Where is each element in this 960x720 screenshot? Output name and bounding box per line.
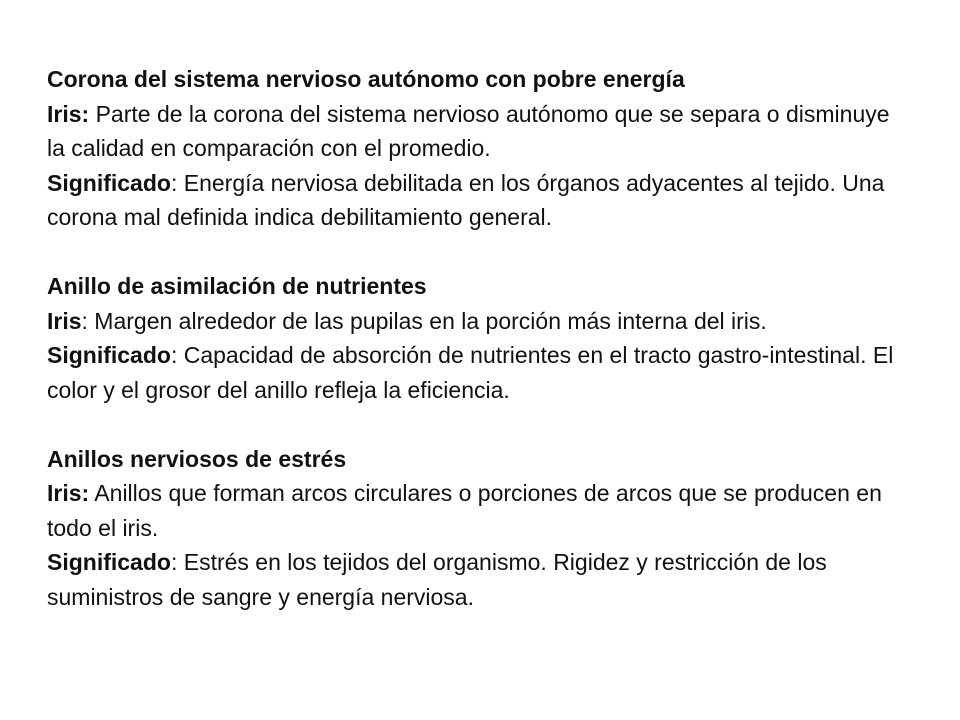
section-anillos-estres [47,442,907,615]
meaning-label: Significado [47,169,171,196]
slide-body [47,62,907,614]
section-title: Anillos nerviosos de estrés [47,445,347,472]
section-corona [47,62,907,235]
iris-text: : Margen alrededor de las pupilas en la porción más interna del iris. [81,307,767,334]
section-anillo-asimilacion [47,269,907,407]
meaning-label: Significado [47,342,171,368]
section-title: Anillo de asimilación de nutrientes [47,273,427,299]
meaning-text: : Estrés en los tejidos del organismo. Rigidez y restricción de los suministros de sangre y energía nerviosa. [47,549,827,610]
meaning-description [47,338,907,407]
iris-description [47,476,907,545]
iris-description [47,304,907,339]
iris-description [47,97,907,166]
meaning-label: Significado [47,549,171,575]
meaning-description [47,166,907,235]
iris-label: Iris: [47,100,90,127]
section-title: Corona del sistema nervioso autónomo con pobre energía [47,66,685,92]
iris-label: Iris [47,307,82,334]
iris-label: Iris: [47,480,90,506]
iris-text: Anillos que forman arcos circulares o porciones de arcos que se producen en todo el iris. [47,480,882,541]
meaning-description [47,545,907,614]
iris-text: Parte de la corona del sistema nervioso autónomo que se separa o disminuye la calidad en comparación con el promedio. [47,100,890,161]
meaning-text: : Energía nerviosa debilitada en los órganos adyacentes al tejido. Una corona mal definida indica debilitamiento general. [47,169,885,230]
meaning-text: : Capacidad de absorción de nutrientes en el tracto gastro-intestinal. El color y el grosor del anillo refleja la eficiencia. [47,342,894,403]
